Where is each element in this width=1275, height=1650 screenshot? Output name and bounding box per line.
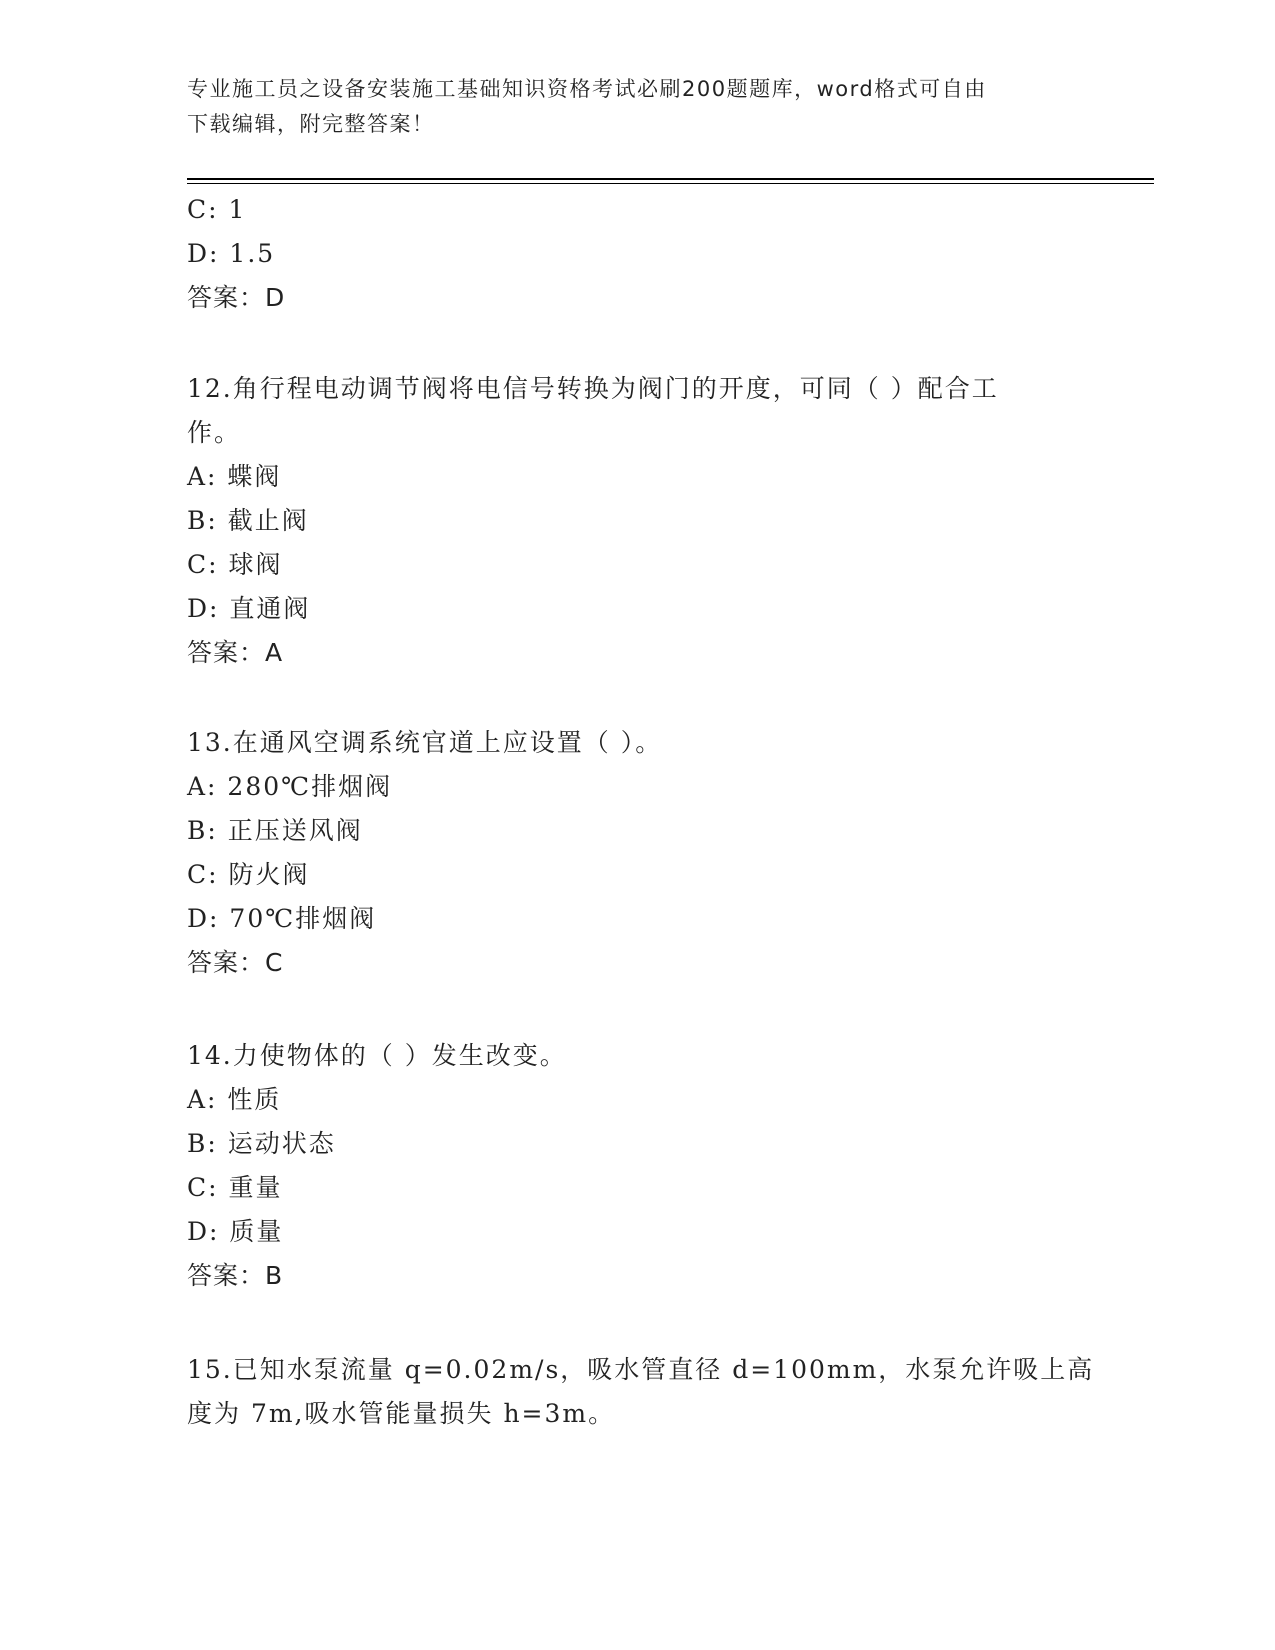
- q12-stem-line-2: 作。: [187, 418, 242, 447]
- header-line-2: 下载编辑，附完整答案！: [187, 112, 435, 136]
- header-line-1: 专业施工员之设备安装施工基础知识资格考试必刷200题题库，word格式可自由: [187, 77, 987, 101]
- q12-option-a: A: 蝶阀: [187, 462, 282, 491]
- q12-option-d: D: 直通阀: [187, 594, 311, 623]
- q15-stem-line-2: 度为 7m,吸水管能量损失 h=3m。: [187, 1399, 616, 1428]
- q15-stem-line-1: 15.已知水泵流量 q=0.02m/s，吸水管直径 d=100mm，水泵允许吸上高: [187, 1355, 1095, 1384]
- q12-answer: 答案：A: [187, 638, 284, 667]
- q13-option-c: C: 防火阀: [187, 860, 310, 889]
- document-header: [187, 72, 1067, 142]
- q14-option-b: B: 运动状态: [187, 1129, 336, 1158]
- q12-option-b: B: 截止阀: [187, 506, 309, 535]
- q14-stem: 14.力使物体的（ ）发生改变。: [187, 1041, 567, 1070]
- q12-option-c: C: 球阀: [187, 550, 283, 579]
- header-divider-thin: [187, 183, 1154, 184]
- header-divider-thick: [187, 178, 1154, 180]
- q12-stem-line-1: 12.角行程电动调节阀将电信号转换为阀门的开度，可同（ ）配合工: [187, 374, 999, 403]
- q11-answer: 答案：D: [187, 283, 286, 312]
- q11-option-c: C: 1: [187, 195, 247, 224]
- q13-answer: 答案：C: [187, 948, 284, 977]
- q13-option-a: A: 280℃排烟阀: [187, 772, 393, 801]
- q13-option-d: D: 70℃排烟阀: [187, 904, 377, 933]
- q14-answer: 答案：B: [187, 1261, 284, 1290]
- q14-option-d: D: 质量: [187, 1217, 284, 1246]
- q14-option-c: C: 重量: [187, 1173, 283, 1202]
- q13-stem: 13.在通风空调系统官道上应设置（ ）。: [187, 728, 663, 757]
- q11-option-d: D: 1.5: [187, 239, 276, 268]
- q13-option-b: B: 正压送风阀: [187, 816, 363, 845]
- q14-option-a: A: 性质: [187, 1085, 282, 1114]
